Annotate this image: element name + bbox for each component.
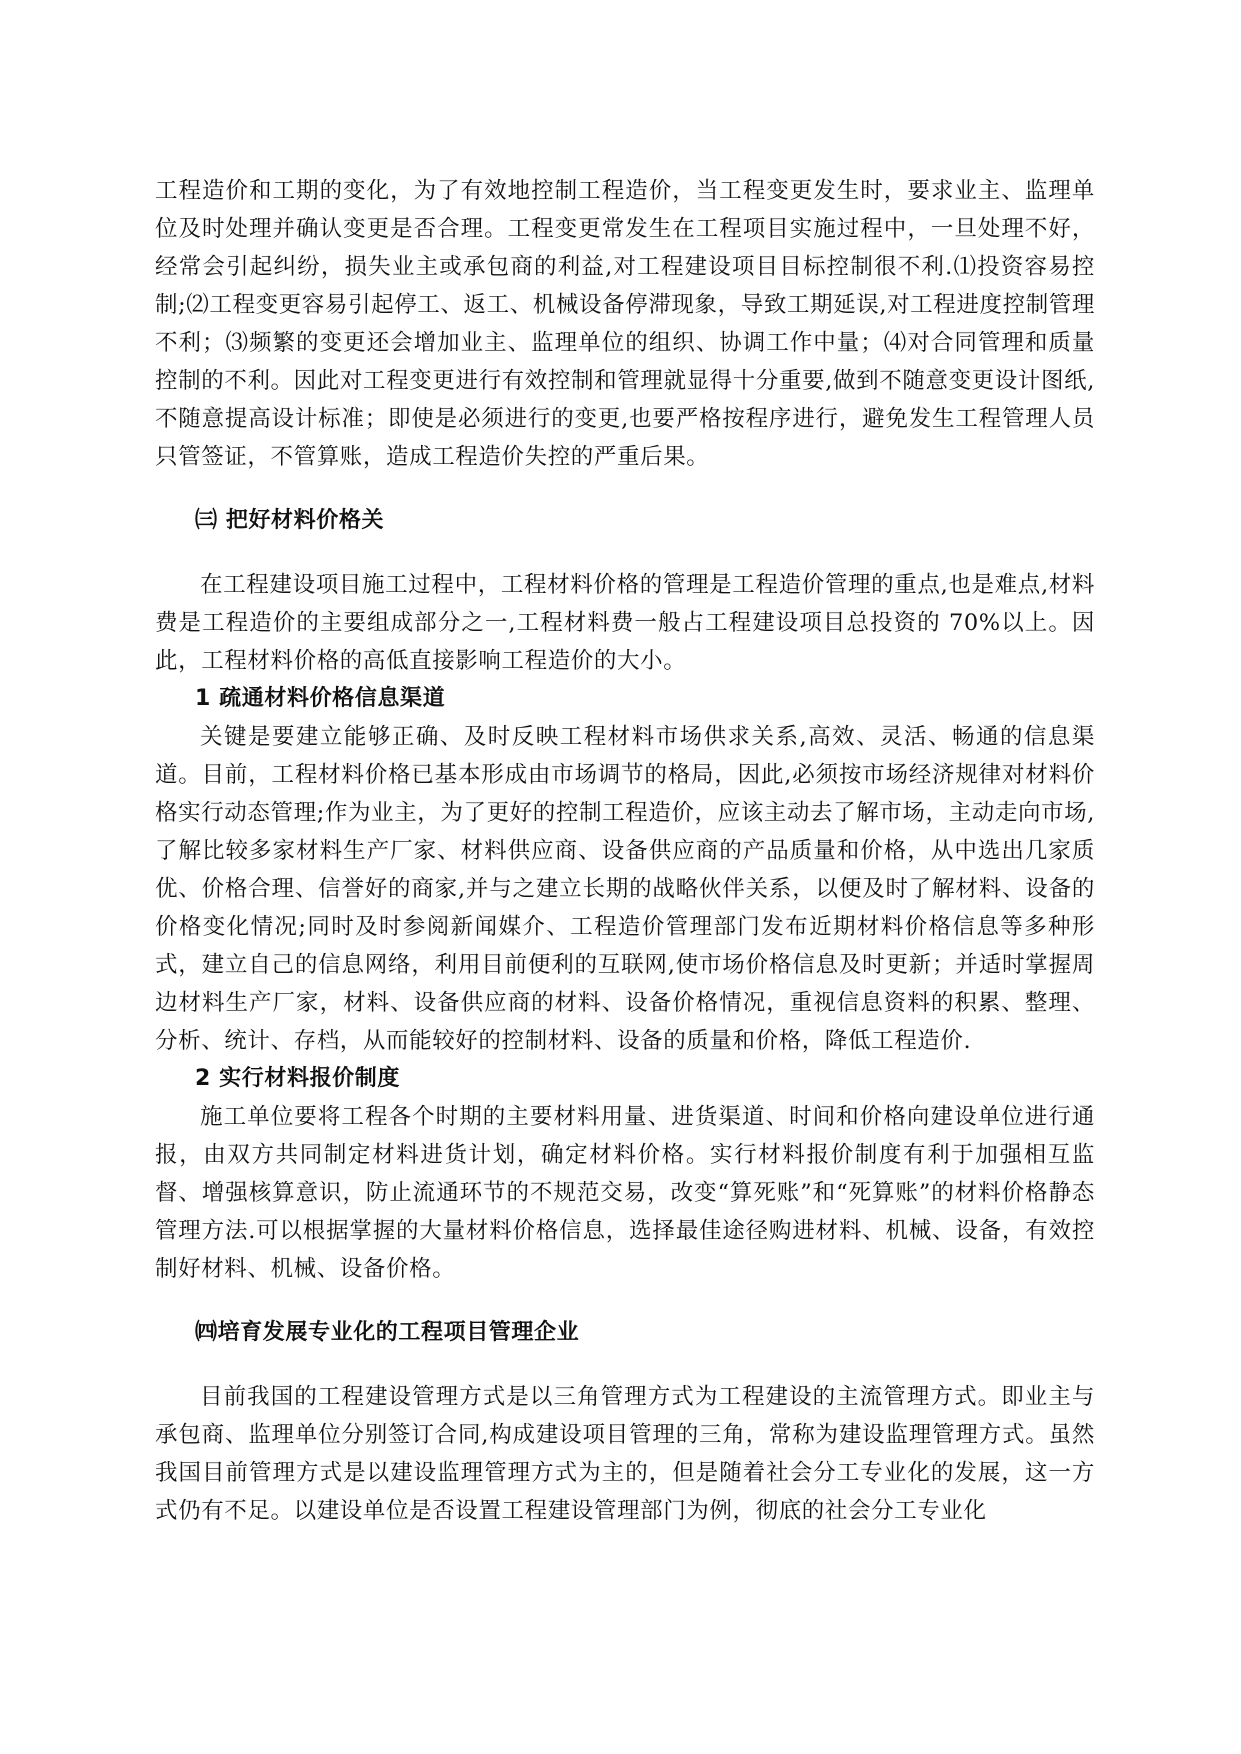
paragraph-change-control: 工程造价和工期的变化，为了有效地控制工程造价，当工程变更发生时，要求业主、监理单位及时处理并确认变更是否合理。工程变更常发生在工程项目实施过程中，一旦处理不好，经常会引起纠纷，损失业主或承包商的利益,对工程建设项目目标控制很不利.⑴投资容易控制;⑵工程变更容易引起停工、返工、机械设备停滞现象，导致工期延误,对工程进度控制管理不利；⑶频繁的变更还会增加业主、监理单位的组织、协调工作中量；⑷对合同管理和质量控制的不利。因此对工程变更进行有效控制和管理就显得十分重要,做到不随意变更设计图纸,不随意提高设计标准；即使是必须进行的变更,也要严格按程序进行，避免发生工程管理人员只管签证，不管算账，造成工程造价失控的严重后果。	[155, 178, 1095, 470]
document-page	[155, 172, 1095, 1530]
sub-heading-info-channel: 1 疏通材料价格信息渠道	[195, 686, 446, 711]
paragraph-project-management: 目前我国的工程建设管理方式是以三角管理方式为工程建设的主流管理方式。即业主与承包商、监理单位分别签订合同,构成建设项目管理的三角，常称为建设监理管理方式。虽然我国目前管理方式是以建设监理管理方式为主的，但是随着社会分工专业化的发展，这一方式仍有不足。以建设单位是否设置工程建设管理部门为例，彻底的社会分工专业化	[155, 1384, 1095, 1524]
paragraph-material-price-intro: 在工程建设项目施工过程中，工程材料价格的管理是工程造价管理的重点,也是难点,材料费是工程造价的主要组成部分之一,工程材料费一般占工程建设项目总投资的 70%以上。因此，工程材料价格的高低直接影响工程造价的大小。	[155, 572, 1095, 674]
paragraph-price-report: 施工单位要将工程各个时期的主要材料用量、进货渠道、时间和价格向建设单位进行通报，由双方共同制定材料进货计划，确定材料价格。实行材料报价制度有利于加强相互监督、增强核算意识，防止流通环节的不规范交易，改变“算死账”和“死算账”的材料价格静态管理方法.可以根据掌握的大量材料价格信息，选择最佳途径购进材料、机械、设备，有效控制好材料、机械、设备价格。	[155, 1104, 1095, 1282]
sub-heading-price-report: 2 实行材料报价制度	[195, 1066, 400, 1091]
section-heading-project-management: ㈣培育发展专业化的工程项目管理企业	[195, 1320, 580, 1345]
paragraph-info-channel: 关键是要建立能够正确、及时反映工程材料市场供求关系,高效、灵活、畅通的信息渠道。目前，工程材料价格已基本形成由市场调节的格局，因此,必须按市场经济规律对材料价格实行动态管理;作为业主，为了更好的控制工程造价，应该主动去了解市场，主动走向市场,了解比较多家材料生产厂家、材料供应商、设备供应商的产品质量和价格，从中选出几家质优、价格合理、信誉好的商家,并与之建立长期的战略伙伴关系，以便及时了解材料、设备的价格变化情况;同时及时参阅新闻媒介、工程造价管理部门发布近期材料价格信息等多种形式，建立自己的信息网络，利用目前便利的互联网,使市场价格信息及时更新；并适时掌握周边材料生产厂家，材料、设备供应商的材料、设备价格情况，重视信息资料的积累、整理、分析、统计、存档，从而能较好的控制材料、设备的质量和价格，降低工程造价.	[155, 724, 1095, 1054]
section-heading-material-price: ㈢ 把好材料价格关	[195, 508, 385, 533]
